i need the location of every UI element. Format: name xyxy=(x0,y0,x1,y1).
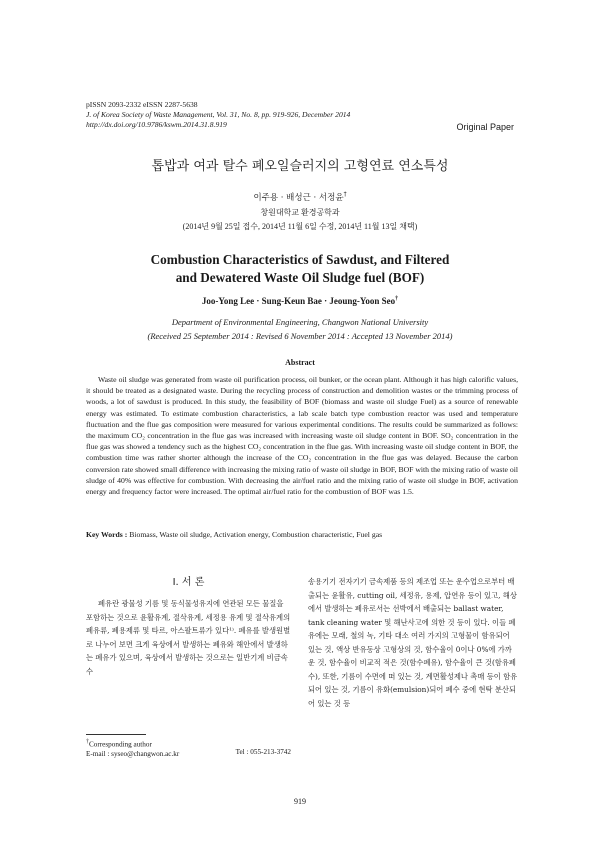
english-authors-names: Joo-Yong Lee · Sung-Keun Bae · Jeoung-Yoon Seo xyxy=(201,296,396,306)
keywords-text: Biomass, Waste oil sludge, Activation energy, Combustion characteristic, Fuel gas xyxy=(129,530,383,539)
abstract-body: Waste oil sludge was generated from waste oil purification process, oil bunker, or the ocean plant. Although it has high calorific values, it should be treated as a designated waste. During the recycling process of construction and demolition wastes or the trimming process of woods, a lot of sawdust is produced. In this study, the feasibility of BOF (biomass and waste oil sludge Fuel) as a source of renewable energy was estimated. To estimate combustion characteristics, a lab scale batch type combustion reactor was used and temperature fluctuation and the flue gas composition were measured for various experimental conditions. The results could be summarized as follows: the maximum CO₂ concentration in the flue gas was increased with increasing waste oil sludge content in BOF. SO₂ concentration in the flue gas was showed a tendency such as the highest CO₂ concentration in the flue gas. With increasing waste oil sludge content in BOF, the combustion time was rather shorter although the increase of the CO₂ concentration in the flue gas was delayed. Because the carbon conversion rate showed small difference with increasing the mixing ratio of waste oil sludge in BOF, BOF with the mixing ratio of waste oil sludge of 40% was effective for combustion. With decreasing the air/fuel ratio and the mixing ratio of waste oil sludge in BOF, activation energy and frequency factor were increased. The optimal air/fuel ratio for the combustion of BOF was 1.5. xyxy=(86,375,518,497)
section-heading-introduction: I. 서 론 xyxy=(172,577,205,588)
page-number: 919 xyxy=(294,797,306,806)
issn-line: pISSN 2093-2332 eISSN 2287-5638 xyxy=(86,100,198,109)
korean-dates: (2014년 9월 25일 접수, 2014년 11월 6일 수정, 2014년 11월 13일 채택) xyxy=(182,222,418,231)
korean-title: 톱밥과 여과 탈수 폐오일슬러지의 고형연료 연소특성 xyxy=(151,159,449,174)
english-dates: (Received 25 September 2014 : Revised 6 November 2014 : Accepted 13 November 2014) xyxy=(147,331,453,341)
journal-citation: J. of Korea Society of Waste Management, Vol. 31, No. 8, pp. 919-926, December 2014 xyxy=(86,110,351,119)
footnote-label: Corresponding author xyxy=(89,740,152,749)
corresponding-mark: † xyxy=(395,296,399,302)
journal-header xyxy=(86,100,518,130)
english-title xyxy=(0,251,600,287)
footnote xyxy=(86,737,291,759)
doi-link[interactable]: http://dx.doi.org/10.9786/kswm.2014.31.8.919 xyxy=(86,120,227,129)
english-title-line1: Combustion Characteristics of Sawdust, and Filtered xyxy=(150,252,450,267)
intro-right-column: 송용기기 전자기기 금속제품 등의 제조업 또는 운수업으로부터 배출되는 윤활유, cutting oil, 세정유, 용제, 압연유 등이 있고, 해상에서 발생하는 폐유로서는 선박에서 배출되는 ballast water, tank cleaning water 및 해난사고에 의한 것 등이 있다. 이들 폐유에는 모래, 철의 녹, 기타 대소 여러 가지의 고형물이 함유되어 있는 것, 액상 반유동상 고형상의 것, 함수율이 0이나 0%에 가까운 것, 함수율이 비교적 적은 것(함수폐유), 함수율이 큰 것(함유폐수), 또한, 기름이 수면에 떠 있는 것, 계면활성제나 촉매 등이 함유되어 있는 것, 기름이 유화(emulsion)되어 폐수 중에 현탁 분산되어 있는 것 등 xyxy=(308,577,518,708)
footnote-mark: † xyxy=(86,739,89,745)
abstract-heading: Abstract xyxy=(285,358,315,367)
english-title-line2: and Dewatered Waste Oil Sludge fuel (BOF) xyxy=(175,270,425,285)
keywords-label: Key Words : xyxy=(86,530,128,539)
footnote-tel: Tel : 055-213-3742 xyxy=(235,748,291,756)
intro-left-column: 폐유란 광물성 기름 및 동식물성유지에 연관된 모든 물질을 포함하는 것으로 윤활유계, 절삭유계, 세정용 유계 및 절삭유계의 폐유류, 폐용제류 및 타르, 아스팔트류가 있다¹⁾. 폐유를 발생원별로 나누어 보면 크게 육상에서 발생하는 폐유와 해안에서 발생하는 폐유가 있으며, 육상에서 발생하는 것으로는 일반기계 비금속 수 xyxy=(86,599,291,676)
footnote-email[interactable]: E-mail : syseo@changwon.ac.kr xyxy=(86,750,180,759)
english-authors xyxy=(0,296,600,306)
keywords xyxy=(86,530,518,539)
korean-affiliation: 창원대학교 환경공학과 xyxy=(260,208,340,217)
corresponding-mark: † xyxy=(343,191,347,199)
footnote-divider xyxy=(86,734,146,735)
korean-authors-names: 이주용 · 배성근 · 서정윤 xyxy=(253,193,344,203)
korean-authors xyxy=(0,191,600,203)
paper-type-label: Original Paper xyxy=(456,122,514,132)
english-affiliation: Department of Environmental Engineering, Changwon National University xyxy=(171,317,429,327)
